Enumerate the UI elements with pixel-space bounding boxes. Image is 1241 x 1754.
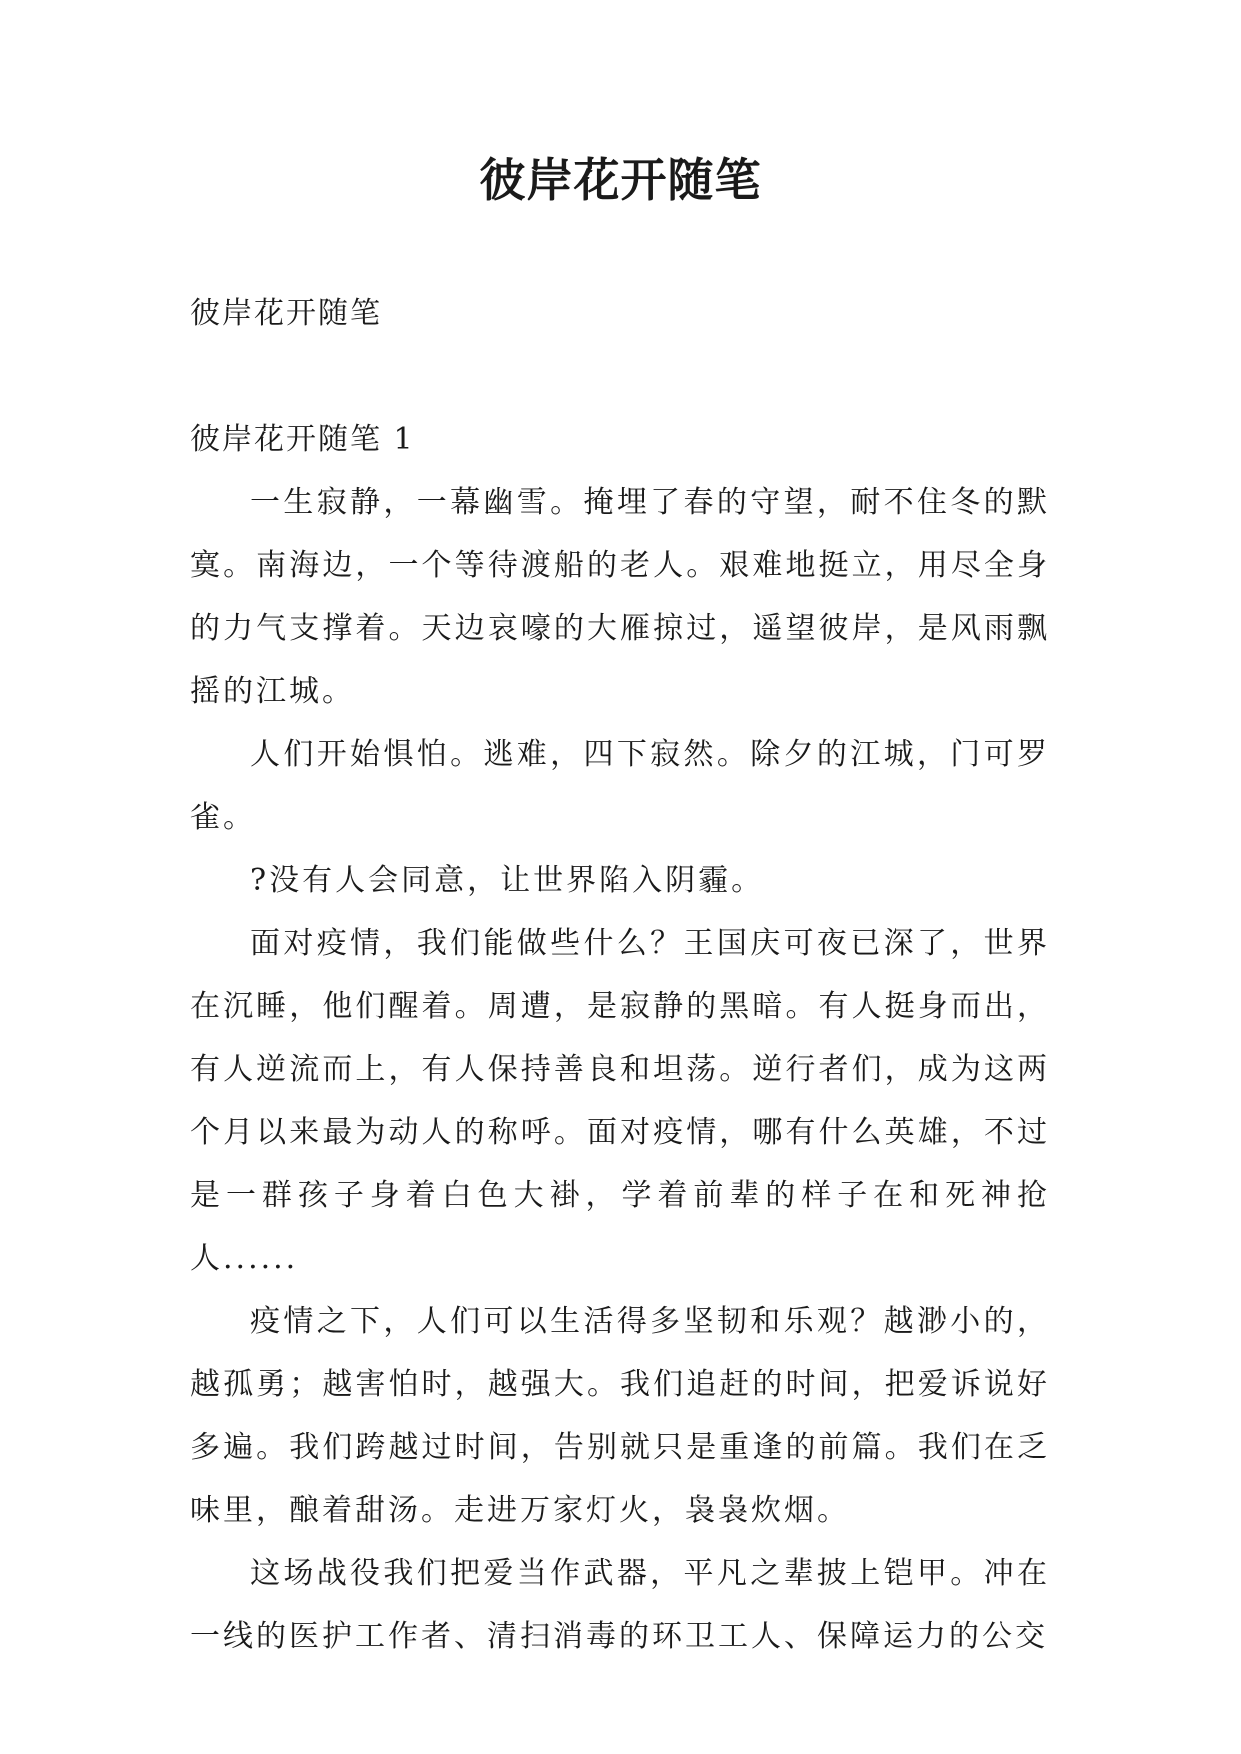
paragraph-2: 人们开始惧怕。逃难，四下寂然。除夕的江城，门可罗雀。: [190, 737, 1050, 835]
paragraph-4: 面对疫情，我们能做些什么？王国庆可夜已深了，世界在沉睡，他们醒着。周遭，是寂静的黑暗。有人挺身而出，有人逆流而上，有人保持善良和坦荡。逆行者们，成为这两个月以来最为动人的称呼。面对疫情，哪有什么英雄，不过是一群孩子身着白色大褂，学着前辈的样子在和死神抢人......: [190, 926, 1050, 1276]
paragraph-5: 疫情之下，人们可以生活得多坚韧和乐观？越渺小的，越孤勇；越害怕时，越强大。我们追赶的时间，把爱诉说好多遍。我们跨越过时间，告别就只是重逢的前篇。我们在乏味里，酿着甜汤。走进万家灯火，袅袅炊烟。: [190, 1304, 1050, 1528]
document-subtitle: 彼岸花开随笔: [190, 296, 382, 331]
document-title: 彼岸花开随笔: [479, 153, 762, 207]
paragraph-6: 这场战役我们把爱当作武器，平凡之辈披上铠甲。冲在一线的医护工作者、清扫消毒的环卫工人、保障运力的公交: [190, 1556, 1050, 1654]
section-heading: 彼岸花开随笔 1: [190, 422, 415, 457]
paragraph-1: 一生寂静，一幕幽雪。掩埋了春的守望，耐不住冬的默寞。南海边，一个等待渡船的老人。艰难地挺立，用尽全身的力气支撑着。天边哀嚎的大雁掠过，遥望彼岸，是风雨飘摇的江城。: [190, 485, 1050, 709]
paragraph-3: ?没有人会同意，让世界陷入阴霾。: [250, 863, 765, 898]
document-body: [190, 408, 1050, 1668]
